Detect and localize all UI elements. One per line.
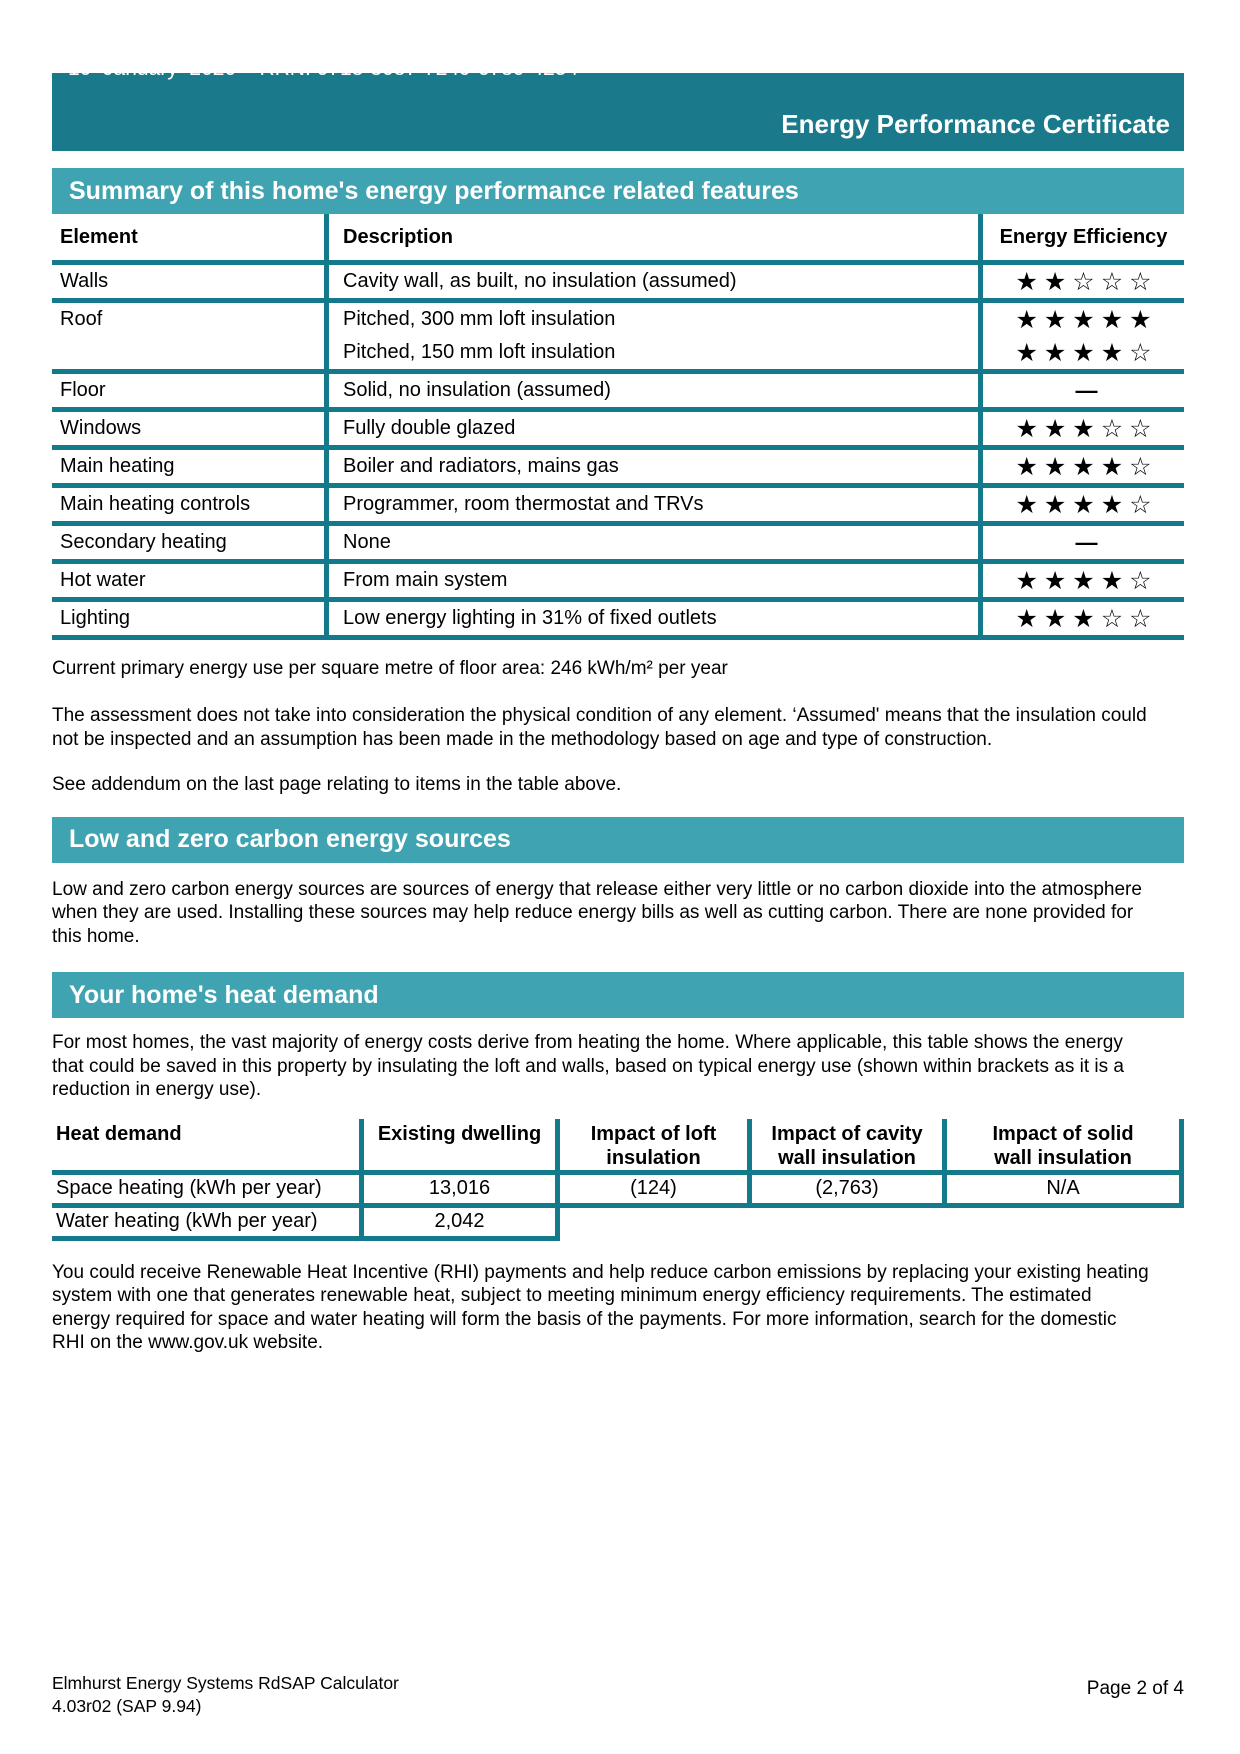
- empty-cell: [752, 1208, 947, 1241]
- table-row-floor: [52, 374, 1184, 412]
- row-label: Water heating (kWh per year): [52, 1208, 364, 1241]
- element-label: [52, 336, 324, 369]
- table-row-water-heating: [52, 1208, 1184, 1241]
- column-header-energy-efficiency: Energy Efficiency: [999, 225, 1168, 248]
- element-label: Walls: [60, 270, 109, 292]
- element-description: Low energy lighting in 31% of fixed outlets: [324, 602, 983, 635]
- element-description: None: [324, 526, 983, 559]
- element-label: Main heating: [60, 455, 175, 477]
- table-row-secondary-heating: [52, 526, 1184, 564]
- addendum-note: See addendum on the last page relating to items in the table above.: [52, 774, 622, 795]
- element-description: Cavity wall, as built, no insulation (assumed): [324, 265, 983, 298]
- element-description: Pitched, 300 mm loft insulation: [324, 303, 983, 336]
- star-rating: —: [1075, 529, 1098, 555]
- element-label: Roof: [60, 308, 103, 330]
- column-header-solid-wall-insulation: Impact of solid wall insulation: [947, 1119, 1184, 1175]
- star-rating: ★★★☆☆: [1015, 414, 1158, 443]
- table-row-windows: [52, 412, 1184, 450]
- star-rating: —: [1075, 377, 1098, 403]
- heat-demand-body: For most homes, the vast majority of energy costs derive from heating the home. Where applicable, this table shows the energy that could be saved in this property by insulating the loft and walls, based on typical energy use (shown within brackets as it is a reduction in energy use).: [52, 1032, 1124, 1100]
- table-row-space-heating: [52, 1175, 1184, 1208]
- element-description: Fully double glazed: [324, 412, 983, 445]
- element-label: Windows: [60, 417, 142, 439]
- summary-features-table: [52, 214, 1184, 640]
- star-rating: ★★★★☆: [1015, 452, 1158, 481]
- element-description: Boiler and radiators, mains gas: [324, 450, 983, 483]
- cavity-wall-value: (2,763): [752, 1175, 947, 1208]
- star-rating: ★★★★☆: [1015, 338, 1158, 367]
- element-description: From main system: [324, 564, 983, 597]
- column-header-element: Element: [60, 225, 138, 248]
- empty-cell: [947, 1208, 1184, 1241]
- existing-dwelling-value: 13,016: [364, 1175, 560, 1208]
- empty-cell: [560, 1208, 752, 1241]
- star-rating: ★★☆☆☆: [1015, 267, 1158, 296]
- software-version: 4.03r02 (SAP 9.94): [52, 1696, 202, 1716]
- epc-page: [52, 57, 1184, 1355]
- section-title-summary: Summary of this home's energy performance related features: [52, 168, 1184, 214]
- rhi-note: You could receive Renewable Heat Incentive (RHI) payments and help reduce carbon emissions by replacing your existing heating system with one that generates renewable heat, subject to meeting minimum energy efficiency requirements. The estimated energy required for space and water heating will form the basis of the payments. For more information, search for the domestic RHI on the www.gov.uk website.: [52, 1261, 1149, 1353]
- assessment-note: The assessment does not take into consideration the physical condition of any element. ‘Assumed' means that the insulation could not be inspected and an assumption has been made in the methodology based on age and type of construction.: [52, 705, 1147, 750]
- table-row-main-heating-controls: [52, 488, 1184, 526]
- header-property-info: [68, 0, 588, 141]
- section-title-heat-demand: Your home's heat demand: [52, 972, 1184, 1018]
- page-footer: [52, 1672, 1184, 1718]
- element-label: Lighting: [60, 607, 131, 629]
- summary-table-header-row: [52, 214, 1184, 265]
- element-description: Programmer, room thermostat and TRVs: [324, 488, 983, 521]
- table-row-roof-1: [52, 303, 1184, 336]
- element-label: Main heating controls: [60, 493, 251, 515]
- element-label: Hot water: [60, 569, 146, 591]
- page-number: Page 2 of 4: [1086, 1678, 1184, 1699]
- star-rating: ★★★☆☆: [1015, 604, 1158, 633]
- star-rating: ★★★★☆: [1015, 566, 1158, 595]
- solid-wall-value: N/A: [947, 1175, 1184, 1208]
- row-label: Space heating (kWh per year): [52, 1175, 364, 1208]
- low-zero-carbon-body: Low and zero carbon energy sources are sources of energy that release either very little or no carbon dioxide into the atmosphere when they are used. Installing these sources may help reduce energy bills as well as cutting carbon. There are none provided for this home.: [52, 878, 1142, 947]
- star-rating: ★★★★☆: [1015, 490, 1158, 519]
- certificate-title: Energy Performance Certificate: [781, 109, 1170, 139]
- heat-demand-table: [52, 1119, 1184, 1241]
- existing-dwelling-value: 2,042: [364, 1208, 560, 1241]
- primary-energy-note: Current primary energy use per square metre of floor area: 246 kWh/m² per year: [52, 658, 728, 679]
- header-banner: [52, 57, 1184, 151]
- software-info: [52, 1672, 399, 1718]
- element-description: Solid, no insulation (assumed): [324, 374, 983, 407]
- table-row-walls: [52, 265, 1184, 303]
- column-header-heat-demand: Heat demand: [52, 1119, 364, 1175]
- loft-insulation-value: (124): [560, 1175, 752, 1208]
- column-header-existing-dwelling: Existing dwelling: [364, 1119, 560, 1175]
- element-description: Pitched, 150 mm loft insulation: [324, 336, 983, 369]
- section-title-low-zero-carbon: Low and zero carbon energy sources: [52, 817, 1184, 863]
- software-name: Elmhurst Energy Systems RdSAP Calculator: [52, 1673, 399, 1693]
- column-header-cavity-wall-insulation: Impact of cavity wall insulation: [752, 1119, 947, 1175]
- column-header-loft-insulation: Impact of loft insulation: [560, 1119, 752, 1175]
- report-date-rrn: 10 January 2020 RRN: 0718-3087-7249-6780-4254: [68, 57, 579, 80]
- element-label: Secondary heating: [60, 531, 227, 553]
- column-header-description: Description: [324, 214, 983, 260]
- table-row-roof-2: [52, 336, 1184, 374]
- table-row-hot-water: [52, 564, 1184, 602]
- element-label: Floor: [60, 379, 106, 401]
- heat-demand-header-row: [52, 1119, 1184, 1175]
- table-row-main-heating: [52, 450, 1184, 488]
- table-row-lighting: [52, 602, 1184, 640]
- star-rating: ★★★★★: [1015, 305, 1158, 334]
